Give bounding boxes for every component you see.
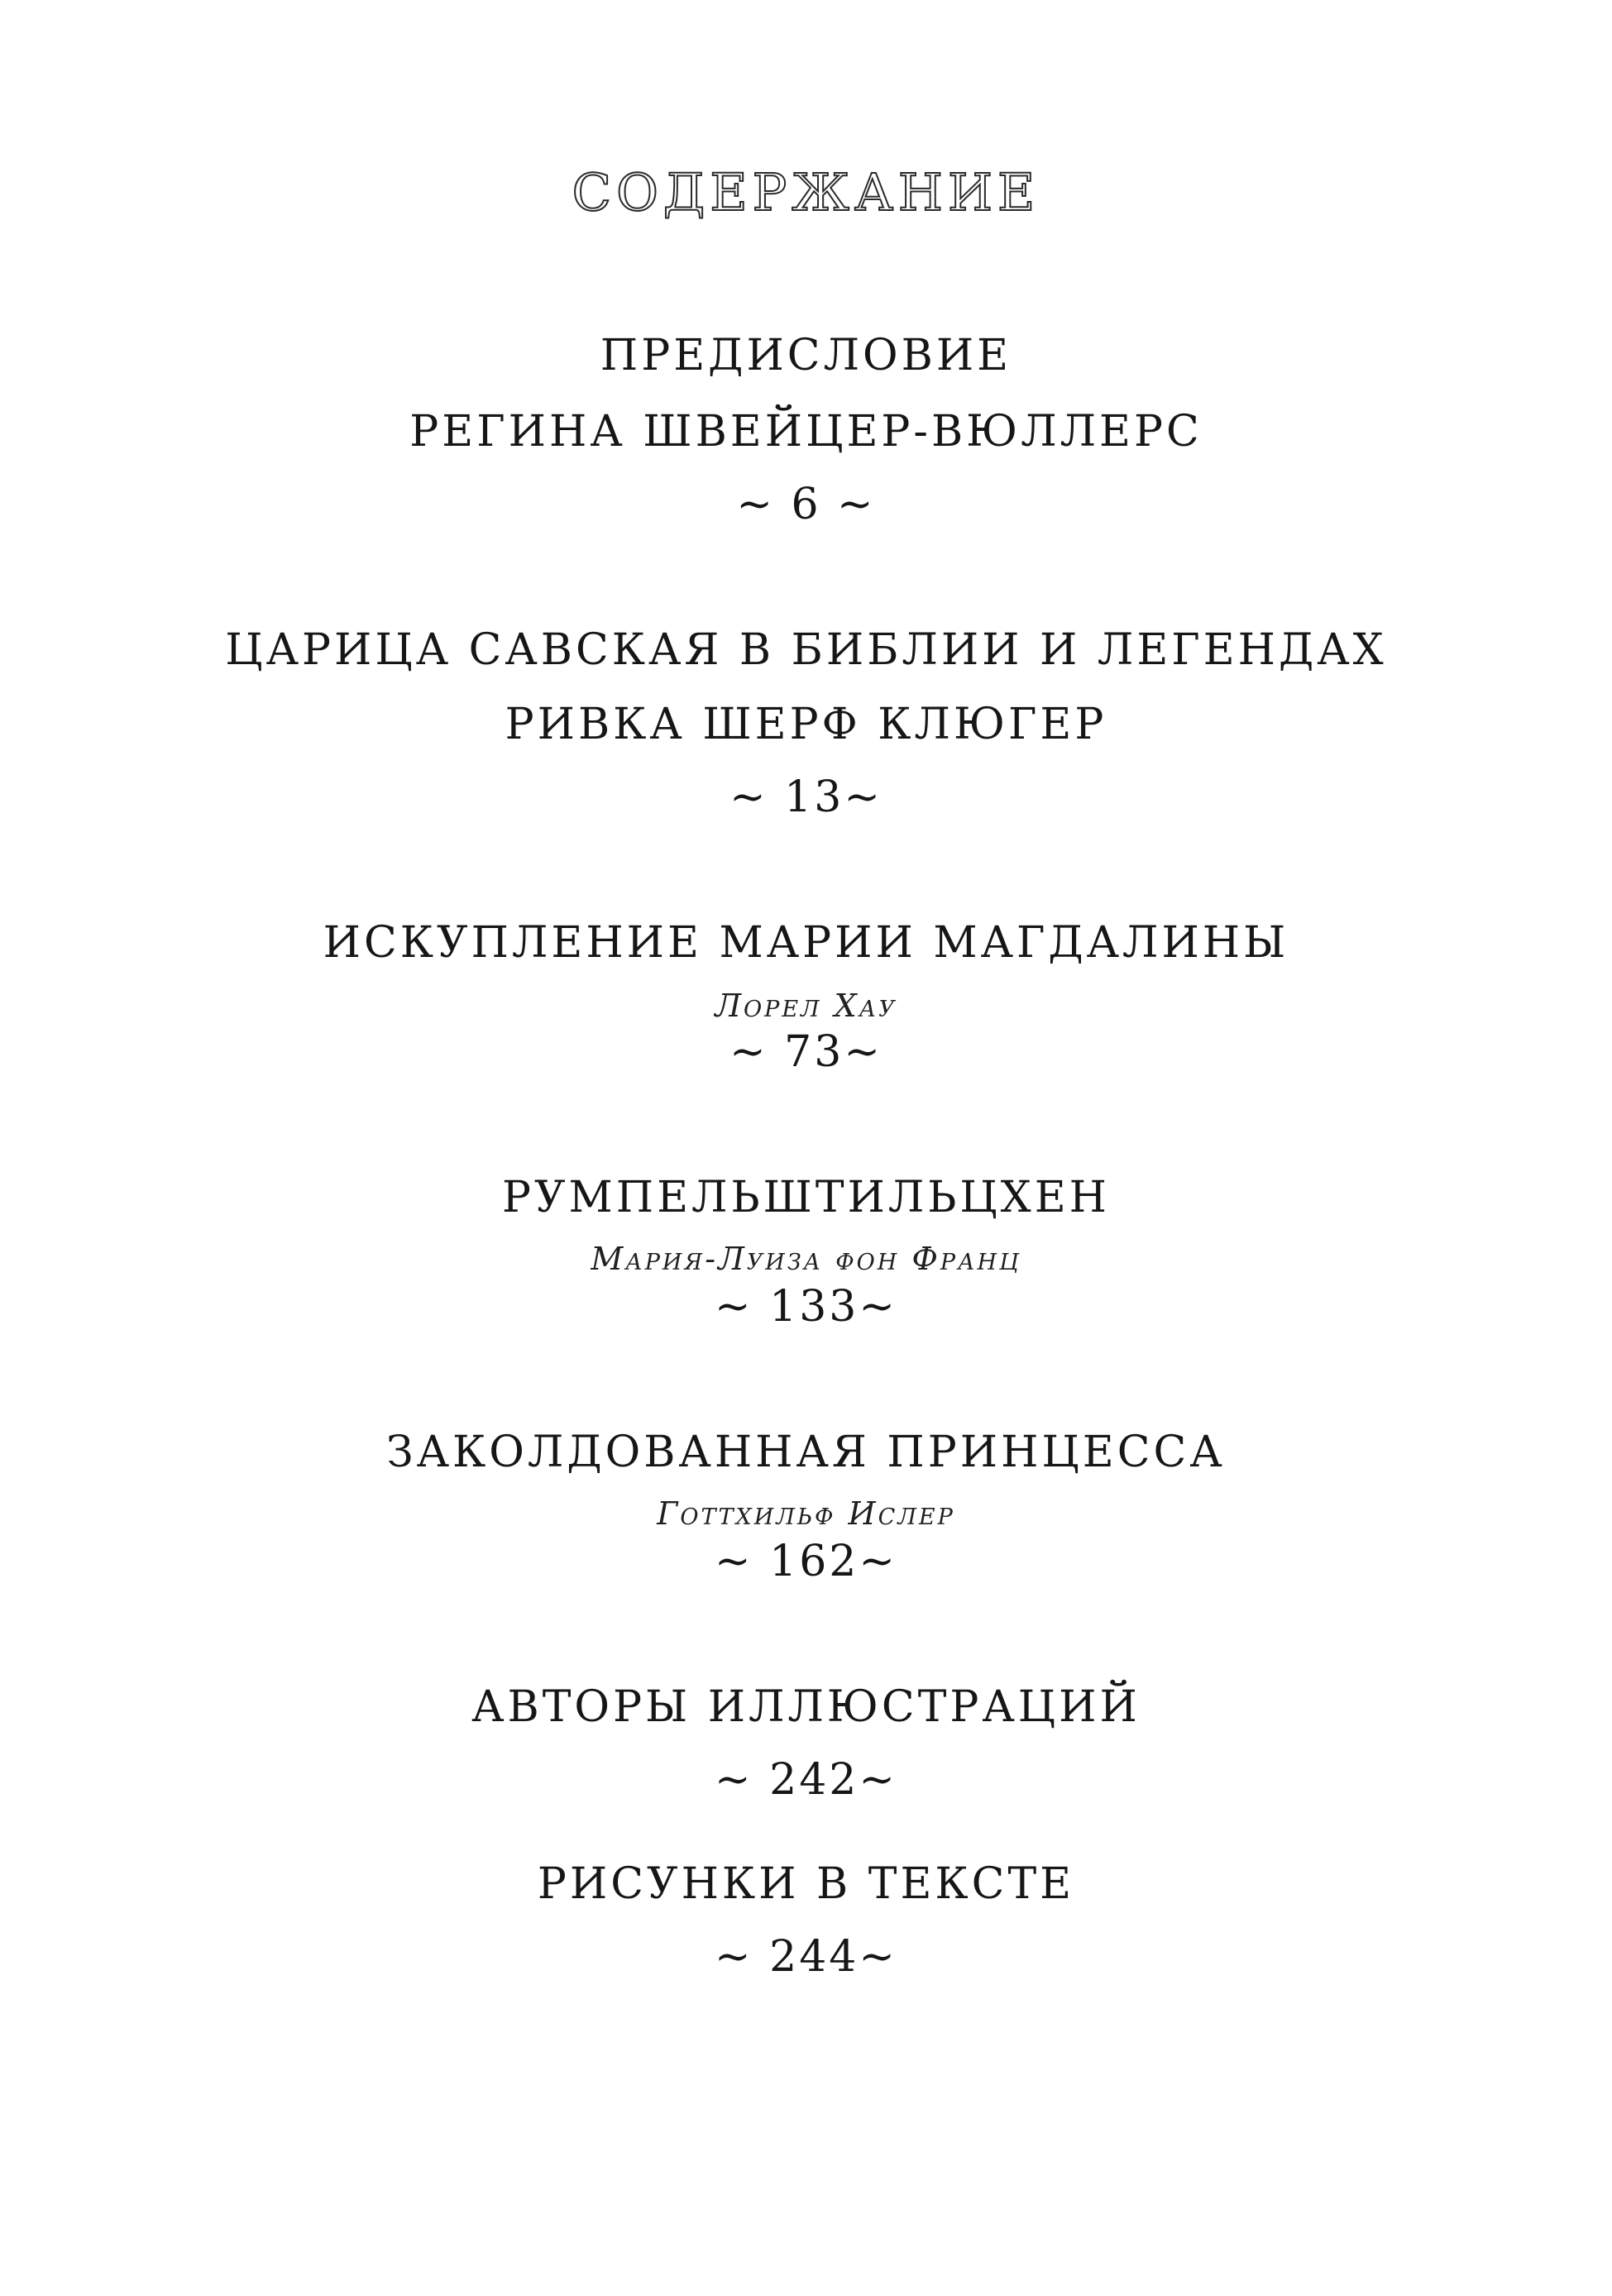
toc-entry-title: ЗАКОЛДОВАННАЯ ПРИНЦЕССА — [386, 1428, 1226, 1477]
toc-entry-title: ЦАРИЦА САВСКАЯ В БИБЛИИ И ЛЕГЕНДАХ — [225, 625, 1387, 675]
toc-entry-author: РЕГИНА ШВЕЙЦЕР-ВЮЛЛЕРС — [409, 407, 1203, 457]
page-title: СОДЕРЖАНИЕ — [572, 162, 1040, 222]
toc-entry-author: Готтхильф Ислер — [657, 1495, 955, 1532]
toc-entry-page: ~ 242~ — [715, 1755, 897, 1805]
toc-entry-page: ~ 13~ — [729, 773, 883, 822]
toc-entry-author: РИВКА ШЕРФ КЛЮГЕР — [505, 700, 1107, 749]
toc-entry-page: ~ 133~ — [715, 1282, 897, 1332]
toc-entry-title: ИСКУПЛЕНИЕ МАРИИ МАГДАЛИНЫ — [323, 918, 1289, 968]
toc-entry-page: ~ 6 ~ — [736, 480, 876, 529]
toc-entry-author: Мария-Луиза фон Франц — [591, 1241, 1021, 1277]
toc-entry-page: ~ 73~ — [729, 1027, 883, 1077]
toc-entry-title: АВТОРЫ ИЛЛЮСТРАЦИЙ — [471, 1682, 1141, 1732]
toc-entry-title: ПРЕДИСЛОВИЕ — [600, 331, 1012, 380]
toc-entry-page: ~ 244~ — [715, 1932, 897, 1982]
toc-entry-title: РИСУНКИ В ТЕКСТЕ — [537, 1859, 1075, 1909]
toc-entry-title: РУМПЕЛЬШТИЛЬЦХЕН — [501, 1173, 1111, 1222]
toc-entry-author: Лорел Хау — [715, 988, 897, 1024]
toc-entry-page: ~ 162~ — [715, 1537, 897, 1586]
